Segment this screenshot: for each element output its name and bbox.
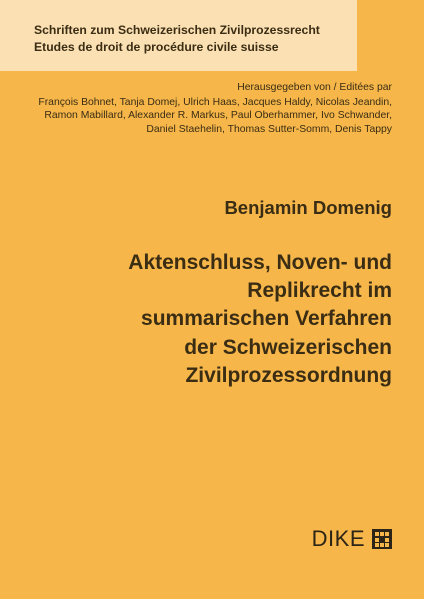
author-name: Benjamin Domenig	[224, 197, 392, 218]
book-title-line: summarischen Verfahren	[141, 307, 392, 331]
book-title-line: der Schweizerischen	[184, 335, 392, 359]
book-title-line: Zivilprozessordnung	[185, 363, 392, 387]
editors-intro: Herausgegeben von / Editées par	[237, 82, 392, 93]
book-title	[32, 249, 392, 390]
dike-logo-icon	[372, 529, 392, 549]
editors-line: Ramon Mabillard, Alexander R. Markus, Paul Oberhammer, Ivo Schwander,	[44, 110, 392, 122]
series-title-german: Schriften zum Schweizerischen Zivilprozessrecht	[34, 23, 320, 37]
publisher-name: DIKE	[311, 526, 365, 551]
editors-line: Daniel Staehelin, Thomas Sutter-Somm, Denis Tappy	[146, 123, 392, 135]
series-title-french: Etudes de droit de procédure civile suisse	[34, 40, 279, 54]
book-title-line: Aktenschluss, Noven- und	[128, 251, 392, 274]
publisher-mark	[312, 528, 392, 550]
editors-block	[32, 81, 392, 136]
series-title	[34, 22, 354, 56]
editors-line: François Bohnet, Tanja Domej, Ulrich Haas, Jacques Haldy, Nicolas Jeandin,	[38, 96, 392, 108]
book-title-line: Replikrecht im	[247, 279, 392, 303]
